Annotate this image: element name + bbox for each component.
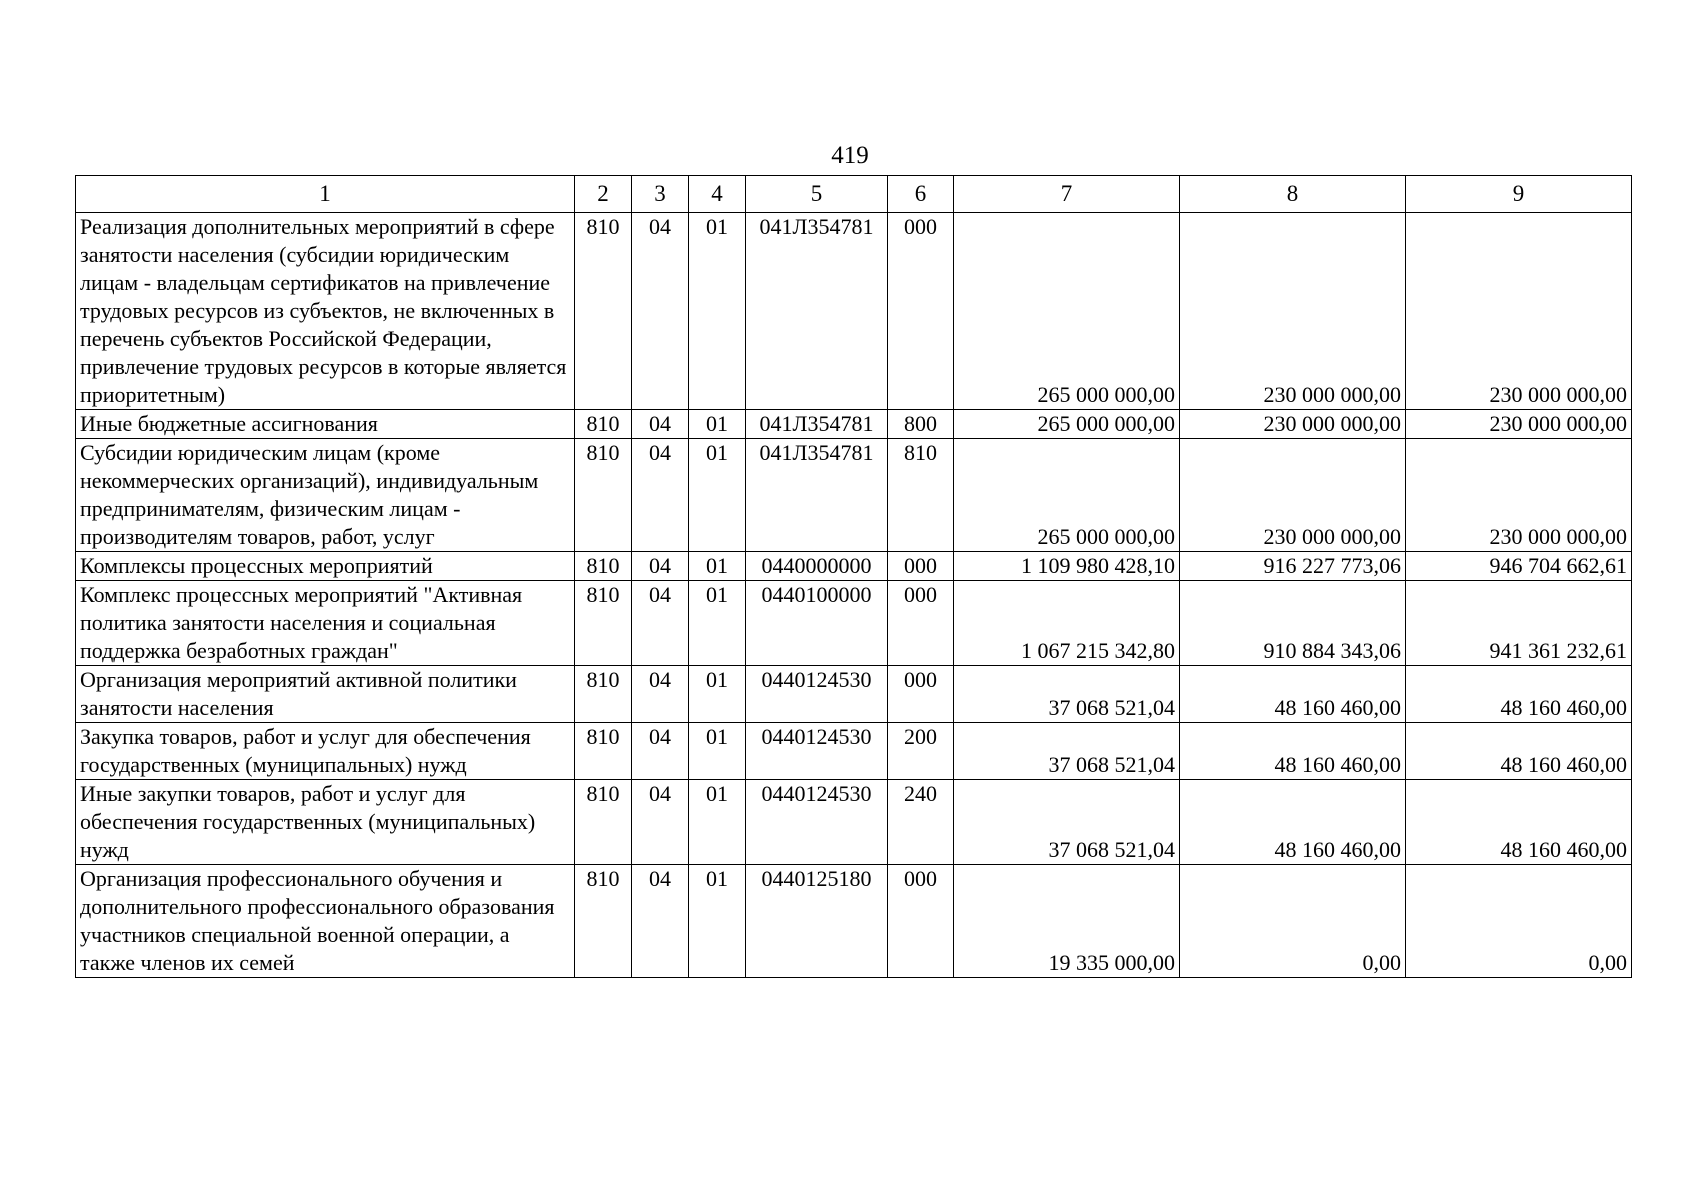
row-name: Организация мероприятий активной политики занятости населения <box>76 666 575 723</box>
cell-subsection: 01 <box>689 581 746 666</box>
cell-expense-type: 000 <box>888 666 954 723</box>
table-row <box>76 213 1632 410</box>
header-row <box>76 176 1632 213</box>
cell-amount-col7: 19 335 000,00 <box>954 865 1180 978</box>
column-header: 8 <box>1180 176 1406 213</box>
column-header: 4 <box>689 176 746 213</box>
cell-target-article: 0440124530 <box>746 723 888 780</box>
row-name: Субсидии юридическим лицам (кроме некоммерческих организаций), индивидуальным предпринимателям, физическим лицам - производителям товаров, работ, услуг <box>76 439 575 552</box>
cell-section: 04 <box>632 552 689 581</box>
cell-ministry-code: 810 <box>575 723 632 780</box>
cell-amount-col7: 265 000 000,00 <box>954 410 1180 439</box>
cell-target-article: 0440124530 <box>746 666 888 723</box>
row-name: Комплексы процессных мероприятий <box>76 552 575 581</box>
column-header: 2 <box>575 176 632 213</box>
cell-amount-col8: 48 160 460,00 <box>1180 666 1406 723</box>
table-row <box>76 581 1632 666</box>
row-name: Комплекс процессных мероприятий "Активная политика занятости населения и социальная поддержка безработных граждан" <box>76 581 575 666</box>
page-number: 419 <box>831 142 869 169</box>
cell-target-article: 041Л354781 <box>746 439 888 552</box>
cell-amount-col9: 941 361 232,61 <box>1406 581 1632 666</box>
cell-amount-col9: 230 000 000,00 <box>1406 410 1632 439</box>
cell-ministry-code: 810 <box>575 213 632 410</box>
table-row <box>76 723 1632 780</box>
cell-ministry-code: 810 <box>575 439 632 552</box>
cell-amount-col8: 230 000 000,00 <box>1180 213 1406 410</box>
row-name: Иные бюджетные ассигнования <box>76 410 575 439</box>
table-row <box>76 439 1632 552</box>
cell-ministry-code: 810 <box>575 780 632 865</box>
cell-section: 04 <box>632 865 689 978</box>
cell-ministry-code: 810 <box>575 666 632 723</box>
cell-expense-type: 800 <box>888 410 954 439</box>
cell-expense-type: 200 <box>888 723 954 780</box>
cell-amount-col8: 0,00 <box>1180 865 1406 978</box>
cell-target-article: 0440125180 <box>746 865 888 978</box>
cell-expense-type: 000 <box>888 213 954 410</box>
table-row <box>76 666 1632 723</box>
cell-ministry-code: 810 <box>575 410 632 439</box>
row-name: Организация профессионального обучения и дополнительного профессионального образования участников специальной военной операции, а также членов их семей <box>76 865 575 978</box>
cell-amount-col9: 48 160 460,00 <box>1406 723 1632 780</box>
cell-section: 04 <box>632 439 689 552</box>
cell-target-article: 041Л354781 <box>746 213 888 410</box>
cell-section: 04 <box>632 723 689 780</box>
cell-section: 04 <box>632 666 689 723</box>
cell-amount-col7: 37 068 521,04 <box>954 723 1180 780</box>
cell-amount-col8: 48 160 460,00 <box>1180 723 1406 780</box>
cell-amount-col8: 48 160 460,00 <box>1180 780 1406 865</box>
cell-ministry-code: 810 <box>575 865 632 978</box>
budget-table <box>75 175 1632 978</box>
cell-amount-col7: 37 068 521,04 <box>954 780 1180 865</box>
cell-expense-type: 810 <box>888 439 954 552</box>
cell-amount-col8: 230 000 000,00 <box>1180 439 1406 552</box>
table-row <box>76 865 1632 978</box>
cell-amount-col9: 48 160 460,00 <box>1406 666 1632 723</box>
column-header: 1 <box>76 176 575 213</box>
cell-amount-col7: 265 000 000,00 <box>954 213 1180 410</box>
cell-subsection: 01 <box>689 439 746 552</box>
cell-expense-type: 000 <box>888 865 954 978</box>
cell-amount-col7: 1 067 215 342,80 <box>954 581 1180 666</box>
cell-target-article: 041Л354781 <box>746 410 888 439</box>
table-row <box>76 552 1632 581</box>
cell-subsection: 01 <box>689 666 746 723</box>
row-name: Закупка товаров, работ и услуг для обеспечения государственных (муниципальных) нужд <box>76 723 575 780</box>
row-name: Реализация дополнительных мероприятий в сфере занятости населения (субсидии юридическим лицам - владельцам сертификатов на привлечение трудовых ресурсов из субъектов, не включенных в перечень субъектов Российской Федерации, привлечение трудовых ресурсов в которые является приоритетным) <box>76 213 575 410</box>
cell-section: 04 <box>632 410 689 439</box>
cell-amount-col7: 37 068 521,04 <box>954 666 1180 723</box>
cell-expense-type: 000 <box>888 552 954 581</box>
cell-section: 04 <box>632 581 689 666</box>
table-row <box>76 410 1632 439</box>
column-header: 3 <box>632 176 689 213</box>
cell-subsection: 01 <box>689 213 746 410</box>
cell-amount-col8: 230 000 000,00 <box>1180 410 1406 439</box>
cell-subsection: 01 <box>689 780 746 865</box>
cell-target-article: 0440000000 <box>746 552 888 581</box>
cell-amount-col9: 0,00 <box>1406 865 1632 978</box>
cell-amount-col7: 1 109 980 428,10 <box>954 552 1180 581</box>
cell-subsection: 01 <box>689 723 746 780</box>
cell-amount-col9: 230 000 000,00 <box>1406 439 1632 552</box>
cell-ministry-code: 810 <box>575 581 632 666</box>
cell-amount-col8: 910 884 343,06 <box>1180 581 1406 666</box>
cell-amount-col7: 265 000 000,00 <box>954 439 1180 552</box>
table-row <box>76 780 1632 865</box>
cell-amount-col8: 916 227 773,06 <box>1180 552 1406 581</box>
cell-expense-type: 240 <box>888 780 954 865</box>
cell-target-article: 0440100000 <box>746 581 888 666</box>
cell-amount-col9: 946 704 662,61 <box>1406 552 1632 581</box>
cell-amount-col9: 230 000 000,00 <box>1406 213 1632 410</box>
cell-amount-col9: 48 160 460,00 <box>1406 780 1632 865</box>
cell-section: 04 <box>632 780 689 865</box>
cell-target-article: 0440124530 <box>746 780 888 865</box>
cell-subsection: 01 <box>689 410 746 439</box>
cell-subsection: 01 <box>689 865 746 978</box>
cell-ministry-code: 810 <box>575 552 632 581</box>
column-header: 7 <box>954 176 1180 213</box>
cell-section: 04 <box>632 213 689 410</box>
column-header: 5 <box>746 176 888 213</box>
row-name: Иные закупки товаров, работ и услуг для обеспечения государственных (муниципальных) нужд <box>76 780 575 865</box>
cell-subsection: 01 <box>689 552 746 581</box>
column-header: 9 <box>1406 176 1632 213</box>
cell-expense-type: 000 <box>888 581 954 666</box>
column-header: 6 <box>888 176 954 213</box>
